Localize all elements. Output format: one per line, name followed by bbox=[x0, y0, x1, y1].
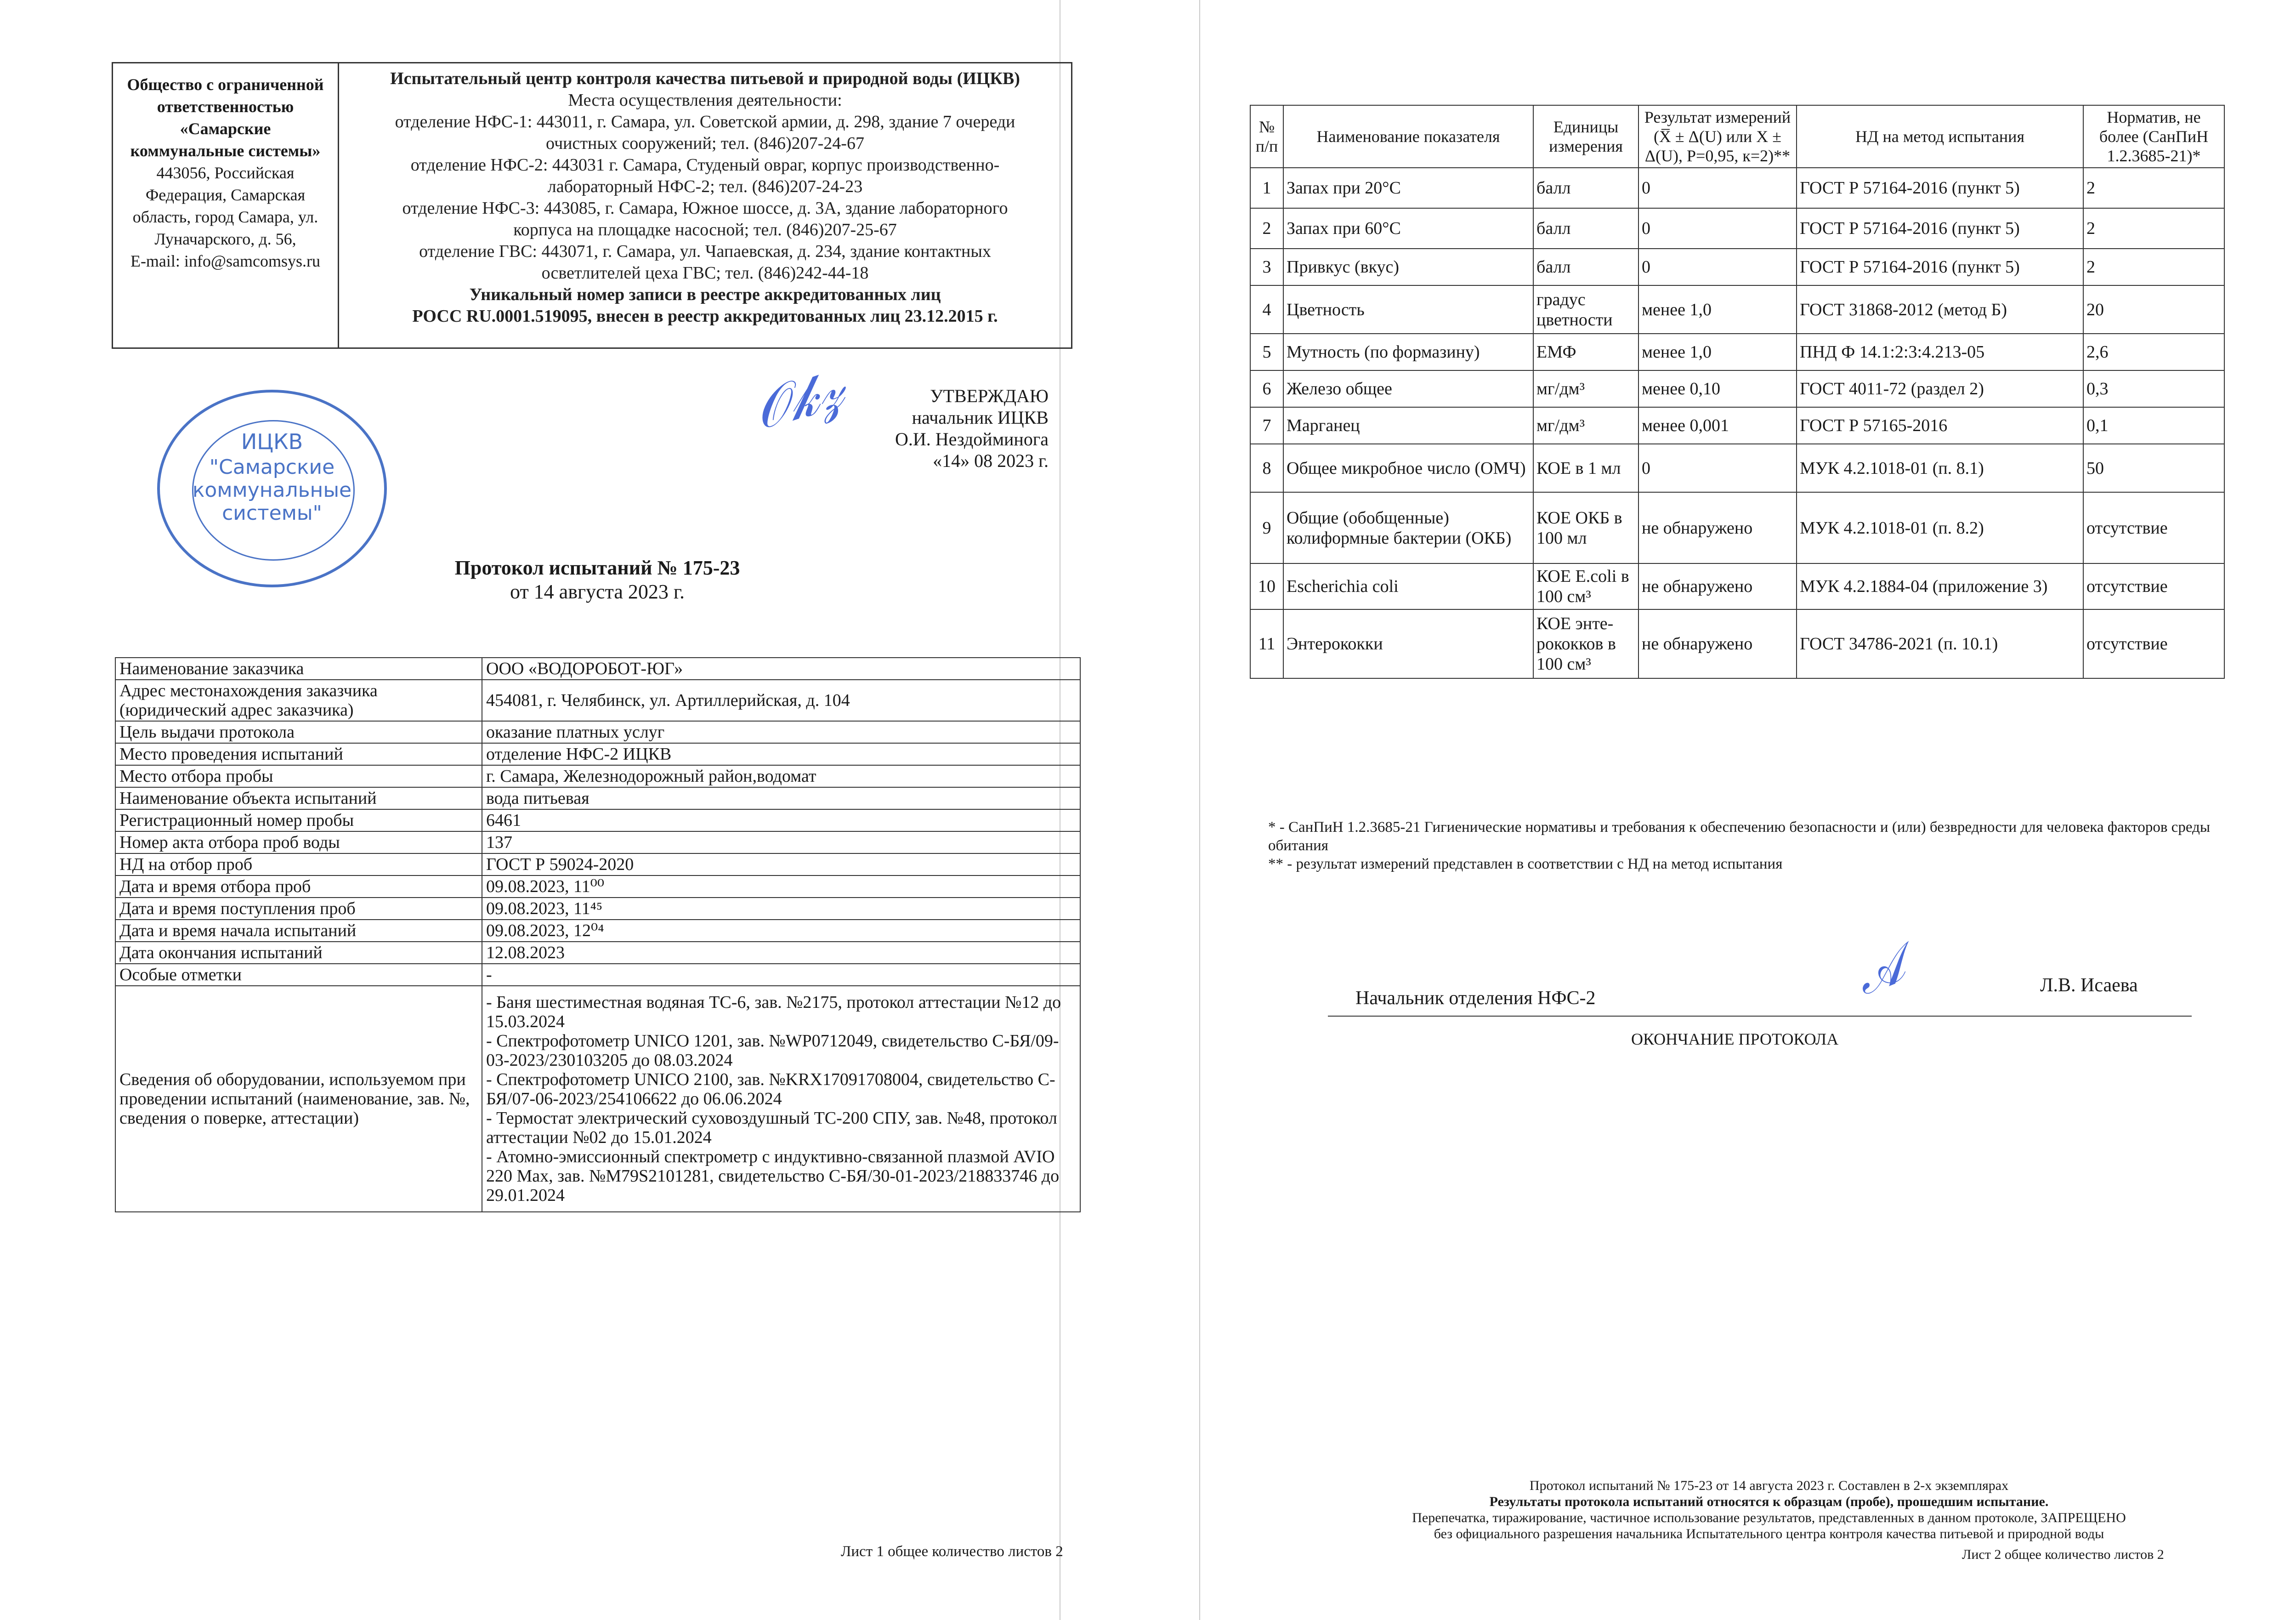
info-value: отделение НФС-2 ИЦКВ bbox=[482, 743, 1080, 765]
info-label: Адрес местонахождения заказчика (юридический адрес заказчика) bbox=[115, 680, 482, 721]
footnote-result: ** - результат измерений представлен в соответствии с НД на метод испытания bbox=[1268, 856, 1783, 872]
result-number: 8 bbox=[1250, 444, 1283, 492]
result-row bbox=[1250, 168, 2224, 208]
org-line: 443056, Российская bbox=[156, 164, 295, 182]
result-value: 0 bbox=[1638, 208, 1797, 249]
info-label: НД на отбор проб bbox=[115, 853, 482, 875]
footer-copyright-cont: без официального разрешения начальника Испытательного центра контроля качества питьевой и природной воды bbox=[1434, 1526, 2104, 1541]
protocol-title: Протокол испытаний № 175-23 bbox=[454, 557, 740, 579]
head-signature: 𝒜 bbox=[1848, 936, 1912, 1006]
info-row bbox=[115, 721, 1080, 743]
info-row bbox=[115, 765, 1080, 787]
result-method: ПНД Ф 14.1:2:3:4.213-05 bbox=[1797, 334, 2083, 370]
result-standard: 0,3 bbox=[2083, 370, 2224, 407]
result-number: 5 bbox=[1250, 334, 1283, 370]
info-label: Дата и время начала испытаний bbox=[115, 920, 482, 942]
info-row bbox=[115, 920, 1080, 942]
info-label: Регистрационный номер пробы bbox=[115, 809, 482, 831]
result-value: 0 bbox=[1638, 168, 1797, 208]
equipment-item: - Атомно-эмиссионный спектрометр с индуктивно-связанной плазмой AVIO 220 Max, зав. №M79S2101281, свидетельство С-БЯ/30-01-2023/218833746 до 29.01.2024 bbox=[486, 1147, 1060, 1205]
equipment-item: - Спектрофотометр UNICO 2100, зав. №KRX17091708004, свидетельство С-БЯ/07-06-2023/254106622 до 06.06.2024 bbox=[486, 1070, 1055, 1108]
col-header-units: Единицы измерения bbox=[1533, 105, 1638, 168]
result-number: 6 bbox=[1250, 370, 1283, 407]
info-label: Особые отметки bbox=[115, 964, 482, 986]
org-line: Луначарского, д. 56, bbox=[154, 230, 296, 248]
org-line: ответственностью bbox=[157, 97, 294, 116]
result-units: КОЕ ОКБ в 100 мл bbox=[1533, 492, 1638, 563]
info-row bbox=[115, 875, 1080, 898]
result-row bbox=[1250, 208, 2224, 249]
info-row bbox=[115, 898, 1080, 920]
result-standard: 2,6 bbox=[2083, 334, 2224, 370]
result-units: КОЕ в 1 мл bbox=[1533, 444, 1638, 492]
result-method: МУК 4.2.1884-04 (приложение 3) bbox=[1797, 563, 2083, 609]
result-row bbox=[1250, 370, 2224, 407]
info-value: оказание платных услуг bbox=[482, 721, 1080, 743]
info-row bbox=[115, 658, 1080, 680]
info-label: Место проведения испытаний bbox=[115, 743, 482, 765]
equipment-item: - Спектрофотометр UNICO 1201, зав. №WP0712049, свидетельство С-БЯ/09-03-2023/230103205 до 08.03.2024 bbox=[486, 1031, 1059, 1070]
result-value: 0 bbox=[1638, 249, 1797, 285]
result-row bbox=[1250, 334, 2224, 370]
result-method: ГОСТ Р 57164-2016 (пункт 5) bbox=[1797, 168, 2083, 208]
col-header-method: НД на метод испытания bbox=[1797, 105, 2083, 168]
result-value: 0 bbox=[1638, 444, 1797, 492]
approval-block bbox=[895, 385, 1049, 472]
approval-date: «14» 08 2023 г. bbox=[933, 450, 1049, 471]
result-units: ЕМФ bbox=[1533, 334, 1638, 370]
result-units: мг/дм³ bbox=[1533, 370, 1638, 407]
result-row bbox=[1250, 249, 2224, 285]
lab-title: Испытательный центр контроля качества питьевой и природной воды (ИЦКВ) bbox=[390, 69, 1020, 88]
signoff-name: Л.В. Исаева bbox=[2040, 975, 2138, 996]
footnote-sanpin: * - СанПиН 1.2.3685-21 Гигиенические нормативы и требования к обеспечению безопасности и (или) безвредности для человека факторов среды обитания bbox=[1268, 819, 2210, 854]
result-units: КОЕ E.coli в 100 см³ bbox=[1533, 563, 1638, 609]
result-indicator: Цветность bbox=[1283, 285, 1533, 334]
equipment-item: - Термостат электрический суховоздушный ТС-200 СПУ, зав. №48, протокол аттестации №02 до 15.01.2024 bbox=[486, 1108, 1057, 1147]
info-value: 6461 bbox=[482, 809, 1080, 831]
result-value: не обнаружено bbox=[1638, 492, 1797, 563]
result-method: ГОСТ 34786-2021 (п. 10.1) bbox=[1797, 609, 2083, 678]
result-standard: отсутствие bbox=[2083, 492, 2224, 563]
info-row bbox=[115, 809, 1080, 831]
info-value: 137 bbox=[482, 831, 1080, 853]
result-method: ГОСТ 31868-2012 (метод Б) bbox=[1797, 285, 2083, 334]
col-header-standard: Норматив, не более (СанПиН 1.2.3685-21)* bbox=[2083, 105, 2224, 168]
result-number: 4 bbox=[1250, 285, 1283, 334]
org-line: Федерация, Самарская bbox=[145, 186, 306, 204]
info-row bbox=[115, 831, 1080, 853]
result-value: менее 1,0 bbox=[1638, 334, 1797, 370]
info-value: 12.08.2023 bbox=[482, 942, 1080, 964]
footnotes bbox=[1268, 818, 2210, 873]
result-value: менее 1,0 bbox=[1638, 285, 1797, 334]
info-value: вода питьевая bbox=[482, 787, 1080, 809]
approver-signature: 𝒪𝓀𝓏 bbox=[747, 357, 850, 442]
result-indicator: Марганец bbox=[1283, 407, 1533, 444]
lab-line: осветлителей цеха ГВС; тел. (846)242-44-18 bbox=[541, 263, 869, 283]
equipment-label: Сведения об оборудовании, используемом при проведении испытаний (наименование, зав. №, сведения о поверке, аттестации) bbox=[115, 986, 482, 1212]
result-indicator: Общее микробное число (ОМЧ) bbox=[1283, 444, 1533, 492]
result-standard: 50 bbox=[2083, 444, 2224, 492]
org-line: Общество с ограниченной bbox=[127, 75, 324, 94]
org-line: «Самарские bbox=[180, 119, 271, 138]
result-value: менее 0,001 bbox=[1638, 407, 1797, 444]
org-line: коммунальные системы» bbox=[130, 142, 321, 160]
info-value: 454081, г. Челябинск, ул. Артиллерийская, д. 104 bbox=[482, 680, 1080, 721]
result-standard: отсутствие bbox=[2083, 609, 2224, 678]
result-units: градус цветности bbox=[1533, 285, 1638, 334]
signoff-divider bbox=[1328, 1016, 2192, 1017]
info-row bbox=[115, 942, 1080, 964]
info-label: Номер акта отбора проб воды bbox=[115, 831, 482, 853]
result-number: 10 bbox=[1250, 563, 1283, 609]
footer-scope: Результаты протокола испытаний относятся к образцам (пробе), прошедшим испытание. bbox=[1489, 1494, 2049, 1509]
results-table bbox=[1250, 105, 2225, 679]
equipment-item: - Баня шестиместная водяная ТС-6, зав. №2175, протокол аттестации №12 до 15.03.2024 bbox=[486, 993, 1061, 1031]
result-units: мг/дм³ bbox=[1533, 407, 1638, 444]
col-header-result: Результат измерений (X̅ ± Δ(U) или X ± Δ(U), P=0,95, к=2)** bbox=[1638, 105, 1797, 168]
result-method: ГОСТ Р 57164-2016 (пункт 5) bbox=[1797, 208, 2083, 249]
lab-block bbox=[339, 63, 1071, 347]
info-value: 09.08.2023, 12⁰⁴ bbox=[482, 920, 1080, 942]
result-value: менее 0,10 bbox=[1638, 370, 1797, 407]
footer-copyright: Перепечатка, тиражирование, частичное использование результатов, представленных в данном протоколе, ЗАПРЕЩЕНО bbox=[1412, 1510, 2126, 1525]
result-row bbox=[1250, 407, 2224, 444]
info-label: Цель выдачи протокола bbox=[115, 721, 482, 743]
info-row bbox=[115, 964, 1080, 986]
result-row bbox=[1250, 492, 2224, 563]
result-row bbox=[1250, 444, 2224, 492]
document-footer bbox=[1332, 1478, 2205, 1542]
result-number: 7 bbox=[1250, 407, 1283, 444]
lab-line: Места осуществления деятельности: bbox=[568, 91, 842, 110]
result-indicator: Привкус (вкус) bbox=[1283, 249, 1533, 285]
info-row bbox=[115, 680, 1080, 721]
info-row bbox=[115, 853, 1080, 875]
result-number: 1 bbox=[1250, 168, 1283, 208]
result-units: балл bbox=[1533, 168, 1638, 208]
equipment-row bbox=[115, 986, 1080, 1212]
lab-line: отделение НФС-3: 443085, г. Самара, Южное шоссе, д. 3А, здание лабораторного bbox=[402, 199, 1008, 218]
info-row bbox=[115, 743, 1080, 765]
lab-line: очистных сооружений; тел. (846)207-24-67 bbox=[546, 134, 864, 153]
footer-copies: Протокол испытаний № 175-23 от 14 августа 2023 г. Составлен в 2-х экземплярах bbox=[1529, 1478, 2009, 1493]
info-label: Место отбора пробы bbox=[115, 765, 482, 787]
info-value: г. Самара, Железнодорожный район,водомат bbox=[482, 765, 1080, 787]
sheet-number-left: Лист 1 общее количество листов 2 bbox=[841, 1543, 1063, 1560]
stamp-line: системы" bbox=[222, 501, 322, 525]
info-label: Дата и время отбора проб bbox=[115, 875, 482, 898]
registry-number: РОСС RU.0001.519095, внесен в реестр аккредитованных лиц 23.12.2015 г. bbox=[412, 307, 998, 326]
lab-line: отделение ГВС: 443071, г. Самара, ул. Чапаевская, д. 234, здание контактных bbox=[419, 242, 991, 261]
result-row bbox=[1250, 285, 2224, 334]
result-number: 3 bbox=[1250, 249, 1283, 285]
lab-line: отделение НФС-2: 443031 г. Самара, Студеный овраг, корпус производственно- bbox=[410, 155, 1000, 175]
stamp-title: ИЦКВ bbox=[241, 429, 303, 454]
stamp-text bbox=[160, 456, 384, 525]
result-value: не обнаружено bbox=[1638, 609, 1797, 678]
result-value: не обнаружено bbox=[1638, 563, 1797, 609]
result-standard: 2 bbox=[2083, 208, 2224, 249]
result-indicator: Escherichia coli bbox=[1283, 563, 1533, 609]
org-email: E-mail: info@samcomsys.ru bbox=[130, 252, 321, 270]
result-standard: 2 bbox=[2083, 249, 2224, 285]
organization-block bbox=[113, 63, 339, 347]
signoff-position: Начальник отделения НФС-2 bbox=[1355, 988, 1596, 1009]
info-value: ГОСТ Р 59024-2020 bbox=[482, 853, 1080, 875]
sheet-number-right: Лист 2 общее количество листов 2 bbox=[1962, 1547, 2164, 1562]
page-divider-right bbox=[1199, 0, 1200, 1620]
info-label: Наименование объекта испытаний bbox=[115, 787, 482, 809]
equipment-list bbox=[482, 986, 1080, 1212]
info-label: Наименование заказчика bbox=[115, 658, 482, 680]
info-value: ООО «ВОДОРОБОТ-ЮГ» bbox=[482, 658, 1080, 680]
result-indicator: Запах при 20°С bbox=[1283, 168, 1533, 208]
result-method: МУК 4.2.1018-01 (п. 8.2) bbox=[1797, 492, 2083, 563]
info-value: - bbox=[482, 964, 1080, 986]
result-row bbox=[1250, 563, 2224, 609]
result-indicator: Железо общее bbox=[1283, 370, 1533, 407]
org-line: область, город Самара, ул. bbox=[132, 208, 318, 226]
result-units: балл bbox=[1533, 249, 1638, 285]
result-method: МУК 4.2.1018-01 (п. 8.1) bbox=[1797, 444, 2083, 492]
result-row bbox=[1250, 609, 2224, 678]
lab-line: корпуса на площадке насосной; тел. (846)207-25-67 bbox=[513, 220, 897, 239]
col-header-indicator: Наименование показателя bbox=[1283, 105, 1533, 168]
approval-position: начальник ИЦКВ bbox=[912, 407, 1049, 428]
result-number: 2 bbox=[1250, 208, 1283, 249]
document-header bbox=[112, 62, 1072, 349]
result-standard: 20 bbox=[2083, 285, 2224, 334]
result-standard: 2 bbox=[2083, 168, 2224, 208]
result-standard: отсутствие bbox=[2083, 563, 2224, 609]
info-label: Дата и время поступления проб bbox=[115, 898, 482, 920]
sample-info-table bbox=[115, 657, 1081, 1212]
result-units: балл bbox=[1533, 208, 1638, 249]
registry-line: Уникальный номер записи в реестре аккредитованных лиц bbox=[469, 285, 941, 304]
result-method: ГОСТ 4011-72 (раздел 2) bbox=[1797, 370, 2083, 407]
result-method: ГОСТ Р 57164-2016 (пункт 5) bbox=[1797, 249, 2083, 285]
protocol-date: от 14 августа 2023 г. bbox=[510, 580, 685, 603]
protocol-title-block bbox=[322, 556, 873, 604]
result-number: 9 bbox=[1250, 492, 1283, 563]
result-method: ГОСТ Р 57165-2016 bbox=[1797, 407, 2083, 444]
info-row bbox=[115, 787, 1080, 809]
stamp-line: "Самарские bbox=[209, 455, 335, 479]
info-label: Дата окончания испытаний bbox=[115, 942, 482, 964]
lab-line: лабораторный НФС-2; тел. (846)207-24-23 bbox=[547, 177, 863, 196]
protocol-end-label: ОКОНЧАНИЕ ПРОТОКОЛА bbox=[1631, 1030, 1839, 1048]
approval-title: УТВЕРЖДАЮ bbox=[930, 386, 1049, 406]
approval-name: О.И. Нездойминога bbox=[895, 429, 1049, 449]
result-number: 11 bbox=[1250, 609, 1283, 678]
result-units: КОЕ энте-рококков в 100 см³ bbox=[1533, 609, 1638, 678]
result-indicator: Общие (обобщенные) колиформные бактерии (ОКБ) bbox=[1283, 492, 1533, 563]
result-standard: 0,1 bbox=[2083, 407, 2224, 444]
info-value: 09.08.2023, 11⁰⁰ bbox=[482, 875, 1080, 898]
result-indicator: Запах при 60°С bbox=[1283, 208, 1533, 249]
result-indicator: Энтерококки bbox=[1283, 609, 1533, 678]
stamp-line: коммунальные bbox=[192, 478, 352, 502]
col-header-number: № п/п bbox=[1250, 105, 1283, 168]
result-indicator: Мутность (по формазину) bbox=[1283, 334, 1533, 370]
lab-line: отделение НФС-1: 443011, г. Самара, ул. Советской армии, д. 298, здание 7 очереди bbox=[395, 112, 1015, 131]
info-value: 09.08.2023, 11⁴⁵ bbox=[482, 898, 1080, 920]
